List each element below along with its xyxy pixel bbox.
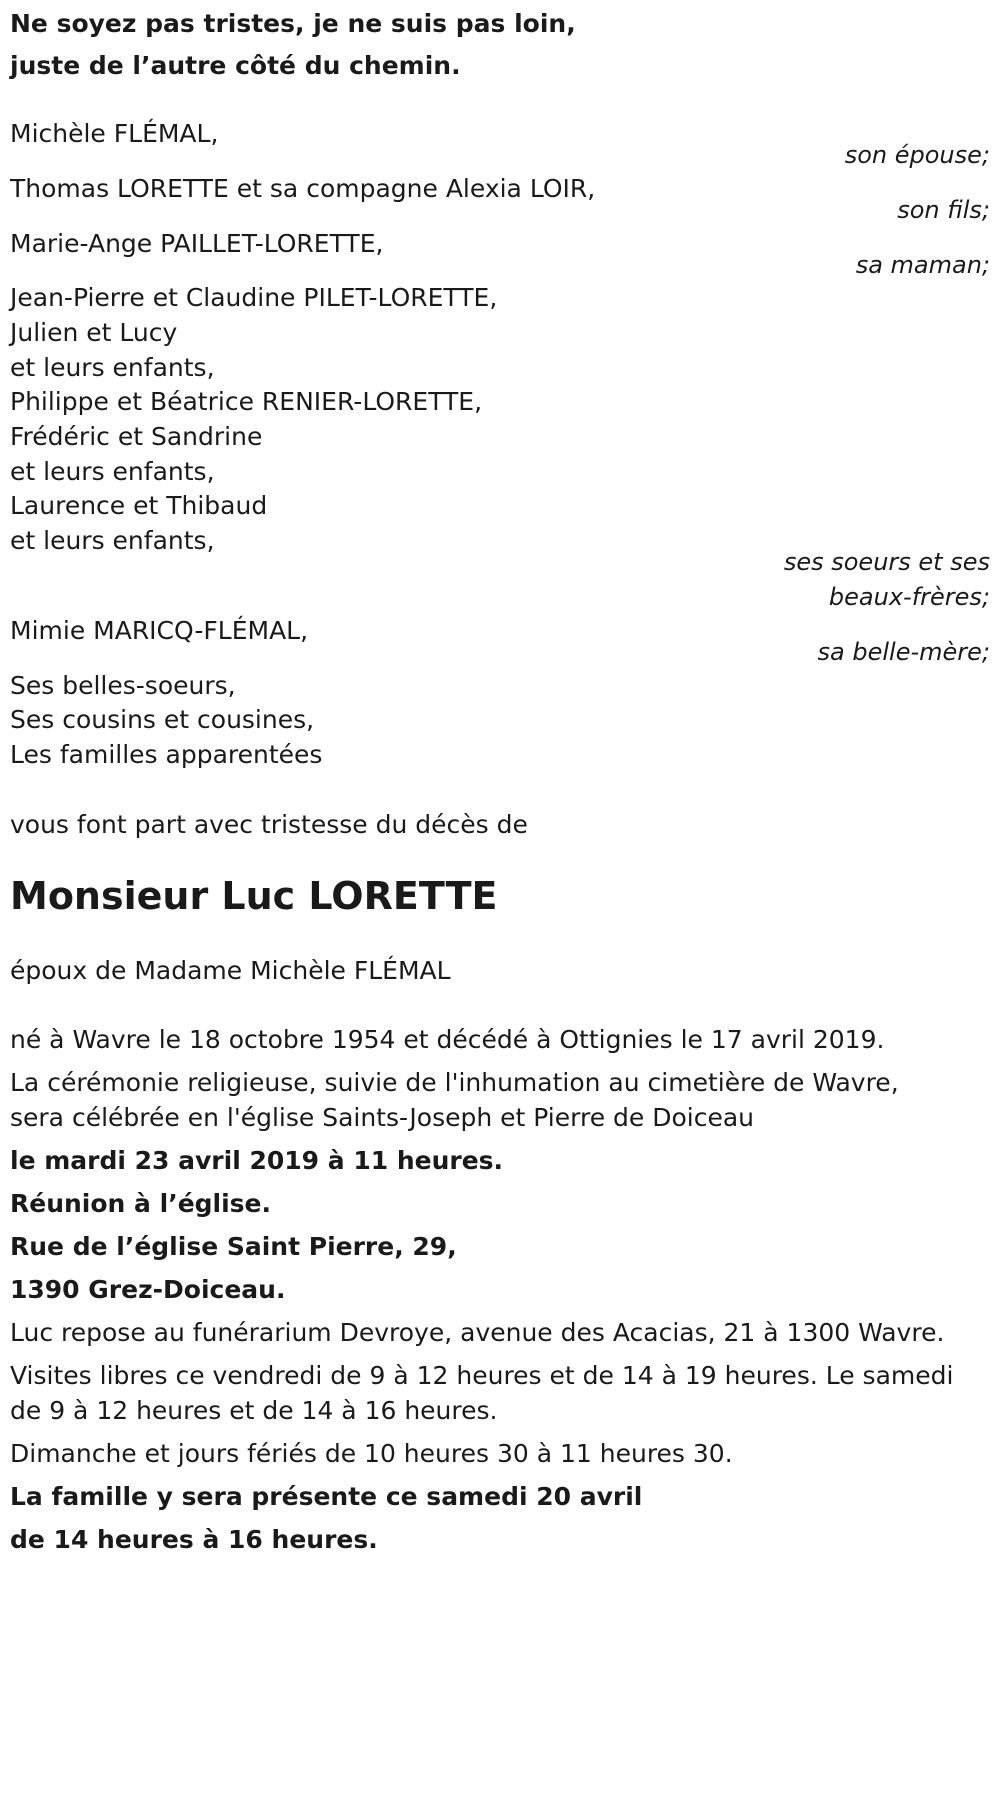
sibling-line: Julien et Lucy <box>10 318 178 347</box>
sibling-line: et leurs enfants, <box>10 526 215 555</box>
meeting-point: Réunion à l’église. <box>10 1189 272 1218</box>
sibling-line: et leurs enfants, <box>10 353 215 382</box>
address-line-2: 1390 Grez-Doiceau. <box>10 1275 286 1304</box>
ceremony-date: le mardi 23 avril 2019 à 11 heures. <box>10 1146 504 1175</box>
others-line: Ses belles-soeurs, <box>10 671 236 700</box>
others-line: Les familles apparentées <box>10 740 323 769</box>
ceremony-line-2: sera célébrée en l'église Saints-Joseph et Pierre de Doiceau <box>10 1103 755 1132</box>
spouse-line: époux de Madame Michèle FLÉMAL <box>10 956 451 985</box>
sibling-line: et leurs enfants, <box>10 457 215 486</box>
mother-in-law-relation: sa belle-mère; <box>817 638 990 666</box>
announcement: vous font part avec tristesse du décès de <box>10 810 528 839</box>
deceased-name: Monsieur Luc LORETTE <box>10 874 498 918</box>
funerarium: Luc repose au funérarium Devroye, avenue des Acacias, 21 à 1300 Wavre. <box>10 1318 945 1347</box>
siblings-relation-line-1: ses soeurs et ses <box>783 548 990 576</box>
mother-in-law-name: Mimie MARICQ-FLÉMAL, <box>10 616 309 645</box>
visits-line-1: Visites libres ce vendredi de 9 à 12 heures et de 14 à 19 heures. Le samedi <box>10 1361 954 1390</box>
family-presence-line-2: de 14 heures à 16 heures. <box>10 1525 378 1554</box>
siblings-relation-line-2: beaux-frères; <box>828 583 990 611</box>
sibling-line: Philippe et Béatrice RENIER-LORETTE, <box>10 387 483 416</box>
ceremony-line-1: La cérémonie religieuse, suivie de l'inhumation au cimetière de Wavre, <box>10 1068 899 1097</box>
wife-relation: son épouse; <box>844 141 990 169</box>
visits-line-2: de 9 à 12 heures et de 14 à 16 heures. <box>10 1396 498 1425</box>
son-relation: son fils; <box>897 196 990 224</box>
address-line-1: Rue de l’église Saint Pierre, 29, <box>10 1232 457 1261</box>
family-presence-line-1: La famille y sera présente ce samedi 20 avril <box>10 1482 643 1511</box>
sibling-line: Frédéric et Sandrine <box>10 422 263 451</box>
sibling-line: Laurence et Thibaud <box>10 491 268 520</box>
wife-name: Michèle FLÉMAL, <box>10 119 219 148</box>
sunday-hours: Dimanche et jours fériés de 10 heures 30 à 11 heures 30. <box>10 1439 733 1468</box>
mother-name: Marie-Ange PAILLET-LORETTE, <box>10 229 384 258</box>
quote-line-2: juste de l’autre côté du chemin. <box>10 51 461 80</box>
mother-relation: sa maman; <box>855 251 990 279</box>
quote-line-1: Ne soyez pas tristes, je ne suis pas loin, <box>10 9 576 38</box>
son-name: Thomas LORETTE et sa compagne Alexia LOIR, <box>10 174 596 203</box>
sibling-line: Jean-Pierre et Claudine PILET-LORETTE, <box>10 283 498 312</box>
others-line: Ses cousins et cousines, <box>10 705 315 734</box>
birth-death: né à Wavre le 18 octobre 1954 et décédé à Ottignies le 17 avril 2019. <box>10 1025 885 1054</box>
